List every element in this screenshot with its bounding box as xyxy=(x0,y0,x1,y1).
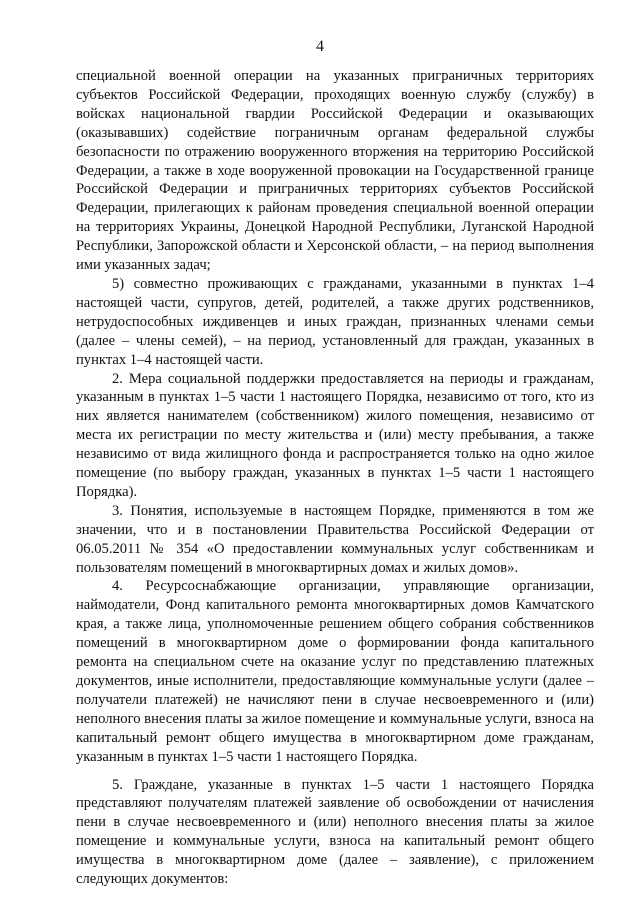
document-body xyxy=(76,67,594,889)
paragraph-2: 2. Мера социальной поддержки предоставляется на периоды и гражданам, указанным в пунктах 1–5 части 1 настоящего Порядка, независимо от того, кто из них является нанимателем (собственником) жилого помещения, независимо от места их регистрации по месту жительства и (или) месту пребывания, а также независимо от вида жилищного фонда и распространяется только на одно жилое помещение (по выбору граждан, указанных в пунктах 1–5 части 1 настоящего Порядка). xyxy=(76,370,594,500)
paragraph-3: 3. Понятия, используемые в настоящем Порядке, применяются в том же значении, что и в постановлении Правительства Российской Федерации от 06.05.2011 № 354 «О предоставлении коммунальных услуг собственникам и пользователям помещений в многоквартирных домах и жилых домов». xyxy=(76,502,594,576)
paragraph-5: 5. Граждане, указанные в пунктах 1–5 части 1 настоящего Порядка представляют получателям платежей заявление об освобождении от начисления пени в случае несвоевременного и (или) неполного внесения платы за жилое помещение и коммунальные услуги, взноса на капитальный ремонт общего имущества в многоквартирном доме (далее – заявление), с приложением следующих документов: xyxy=(76,776,594,888)
paragraph-4: 4. Ресурсоснабжающие организации, управляющие организации, наймодатели, Фонд капитального ремонта многоквартирных домов Камчатского края, а также лица, уполномоченные решением общего собрания собственников помещений в многоквартирном доме о формировании фонда капитального ремонта на специальном счете на оказание услуг по представлению платежных документов, иные исполнители, предоставляющие коммунальные услуги (далее – получатели платежей) не начисляют пени в случае несвоевременного и (или) неполного внесения платы за жилое помещение и коммунальные услуги, взноса на капитальный ремонт общего имущества в многоквартирном доме гражданам, указанным в пунктах 1–5 части 1 настоящего Порядка. xyxy=(76,578,594,765)
page-number: 4 xyxy=(316,38,324,55)
paragraph-item-5: 5) совместно проживающих с гражданами, указанными в пунктах 1–4 настоящей части, супругов, детей, родителей, а также других родственников, нетрудоспособных иждивенцев и иных граждан, признанных членами семьи (далее – члены семей), – на период, установленный для граждан, указанных в пунктах 1–4 настоящей части. xyxy=(76,275,594,368)
paragraph-continuation: специальной военной операции на указанных приграничных территориях субъектов Российской Федерации, проходящих военную службу (службу) в войсках национальной гвардии Российской Федерации и оказывающих (оказывавших) содействие пограничным органам федеральной службы безопасности по отражению вооруженного вторжения на территорию Российской Федерации, а также в ходе вооруженной провокации на Государственной границе Российской Федерации и приграничных территориях субъектов Российской Федерации, прилегающих к районам проведения специальной военной операции на территориях Украины, Донецкой Народной Республики, Луганской Народной Республики, Запорожской области и Херсонской области, – на период выполнения ими указанных задач; xyxy=(76,68,594,274)
